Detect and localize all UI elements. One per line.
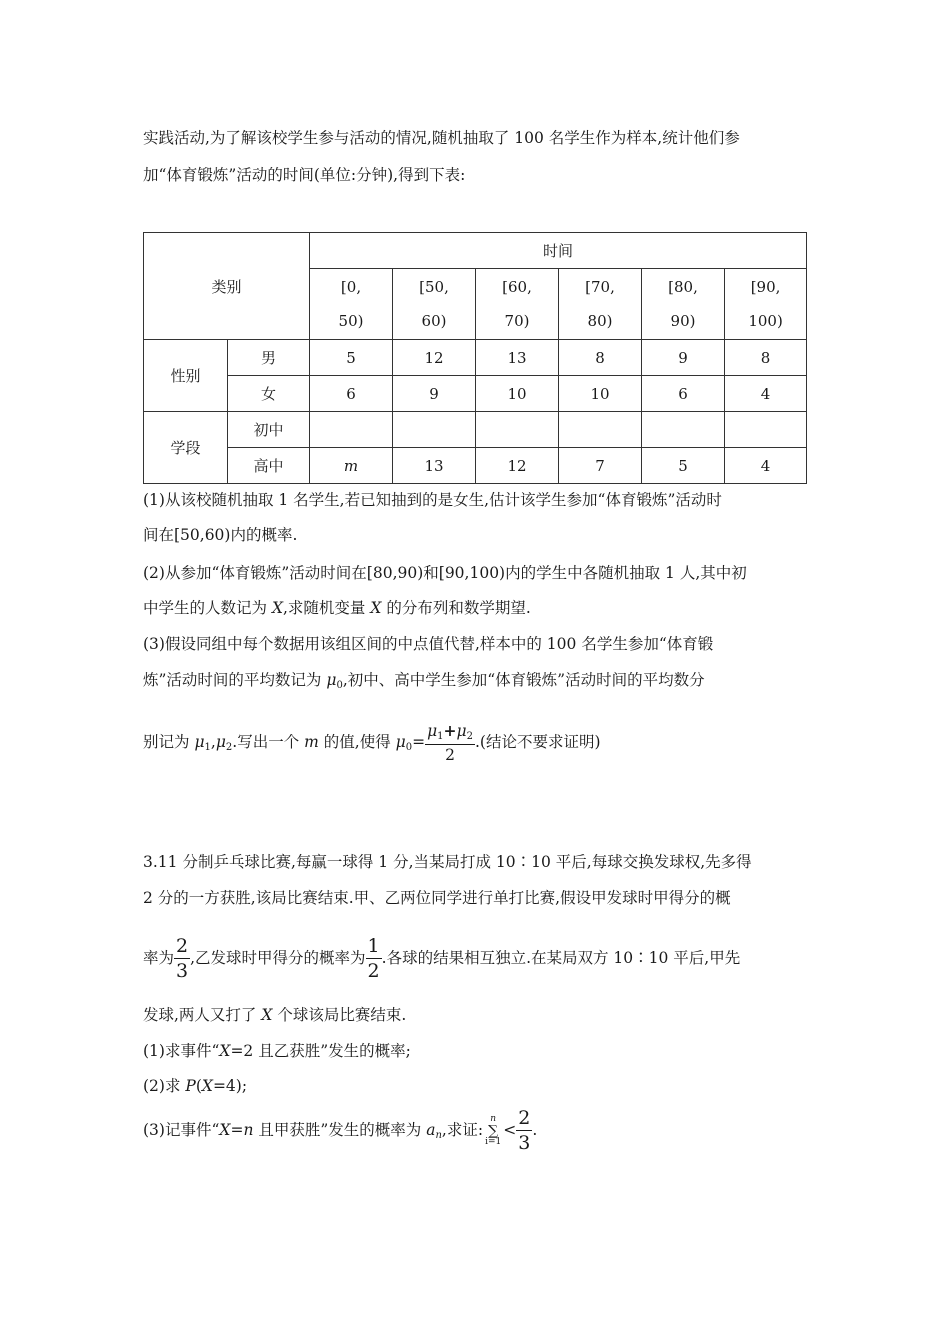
table-cell — [725, 412, 807, 448]
mean-fraction: $\frac{\mu_1+\mu_2}{2}$ — [427, 720, 473, 764]
p3-line-2: 2 分的一方获胜,该局比赛结束.甲、乙两位同学进行单打比赛,假设甲发球时甲得分的概 — [143, 889, 731, 907]
table-row — [144, 376, 807, 412]
table-cell: 10 — [476, 376, 559, 412]
category-header: 类别 — [211, 277, 242, 296]
table-cell: 12 — [393, 340, 476, 376]
time-header: 时间 — [543, 242, 574, 260]
p3-line-1: 3.11 分制乒乓球比赛,每赢一球得 1 分,当某局打成 10∶10 平后,每球交换发球权,先多得 — [143, 853, 752, 871]
table-cell: 8 — [559, 340, 642, 376]
intro-line-1: 实践活动,为了解该校学生参与活动的情况,随机抽取了 100 名学生作为样本,统计他们参 — [143, 129, 740, 147]
interval-header: [60, 70) — [476, 269, 559, 340]
group-label-gender: 性别 — [144, 340, 228, 412]
p3-q1: (1)求事件“X=2 且乙获胜”发生的概率; — [143, 1042, 411, 1060]
table-cell: m — [310, 448, 393, 484]
row-label: 初中 — [228, 412, 310, 448]
fraction-two-thirds: $\frac{2}{3}$ — [176, 935, 189, 982]
p3-q3: (3)记事件“X=n 且甲获胜”发生的概率为 $a_n$,求证: n ∑ i=1 < $\frac{2}{3}$ . — [143, 1107, 538, 1154]
time-header-cell — [310, 233, 807, 269]
p3-q2: (2)求 P(X=4); — [143, 1077, 248, 1095]
summation-symbol: n ∑ i=1 — [485, 1114, 502, 1147]
table-cell: 12 — [476, 448, 559, 484]
q1-line-1: (1)从该校随机抽取 1 名学生,若已知抽到的是女生,估计该学生参加“体育锻炼”活动时 — [143, 491, 722, 509]
table-cell: 5 — [310, 340, 393, 376]
p3-line-4: 发球,两人又打了 X 个球该局比赛结束. — [143, 1006, 407, 1024]
fraction-two-thirds: $\frac{2}{3}$ — [518, 1107, 531, 1154]
table-cell — [559, 412, 642, 448]
table-cell: 8 — [725, 340, 807, 376]
table-cell — [642, 412, 725, 448]
interval-header: [90, 100) — [725, 269, 807, 340]
table-cell: 5 — [642, 448, 725, 484]
table-cell: 13 — [476, 340, 559, 376]
row-label: 男 — [228, 340, 310, 376]
table-cell: 6 — [310, 376, 393, 412]
interval-header: [0, 50) — [310, 269, 393, 340]
table-cell — [393, 412, 476, 448]
table-cell: 13 — [393, 448, 476, 484]
table-cell: 4 — [725, 376, 807, 412]
table-row — [144, 412, 807, 448]
intro-line-2: 加“体育锻炼”活动的时间(单位:分钟),得到下表: — [143, 166, 466, 184]
table-cell — [310, 412, 393, 448]
row-label: 女 — [228, 376, 310, 412]
table-cell — [476, 412, 559, 448]
table-cell: 10 — [559, 376, 642, 412]
group-label-stage: 学段 — [144, 412, 228, 484]
q2-line-1: (2)从参加“体育锻炼”活动时间在[80,90)和[90,100)内的学生中各随机抽取 1 人,其中初 — [143, 564, 747, 582]
table-cell: 9 — [393, 376, 476, 412]
table-cell: 4 — [725, 448, 807, 484]
var-x: X — [370, 599, 382, 617]
activity-time-table — [143, 232, 807, 484]
q2-line-2: 中学生的人数记为 X,求随机变量 X 的分布列和数学期望. — [143, 599, 531, 617]
category-header-cell — [144, 233, 310, 340]
interval-header: [80, 90) — [642, 269, 725, 340]
table-cell: 9 — [642, 340, 725, 376]
table-cell: 6 — [642, 376, 725, 412]
q3-line-2: 炼”活动时间的平均数记为 $\mu_0$,初中、高中学生参加“体育锻炼”活动时间的平均数分 — [143, 671, 705, 691]
row-label: 高中 — [228, 448, 310, 484]
var-m: m — [304, 733, 319, 751]
var-x: X — [271, 599, 283, 617]
table-row — [144, 448, 807, 484]
table-row — [144, 340, 807, 376]
interval-header: [70, 80) — [559, 269, 642, 340]
table-cell: 7 — [559, 448, 642, 484]
interval-header: [50, 60) — [393, 269, 476, 340]
fraction-one-half: $\frac{1}{2}$ — [367, 935, 380, 982]
p3-line-3: 率为 $\frac{2}{3}$ ,乙发球时甲得分的概率为 $\frac{1}{2}$ .各球的结果相互独立.在某局双方 10∶10 平后,甲先 — [143, 935, 741, 982]
q1-line-2: 间在[50,60)内的概率. — [143, 526, 298, 544]
q3-line-1: (3)假设同组中每个数据用该组区间的中点值代替,样本中的 100 名学生参加“体育锻 — [143, 635, 714, 653]
q3-line-3: 别记为 $\mu_1,\mu_2$.写出一个 m 的值,使得 $\mu_0=$ $\frac{\mu_1+\mu_2}{2}$ .(结论不要求证明) — [143, 720, 601, 764]
